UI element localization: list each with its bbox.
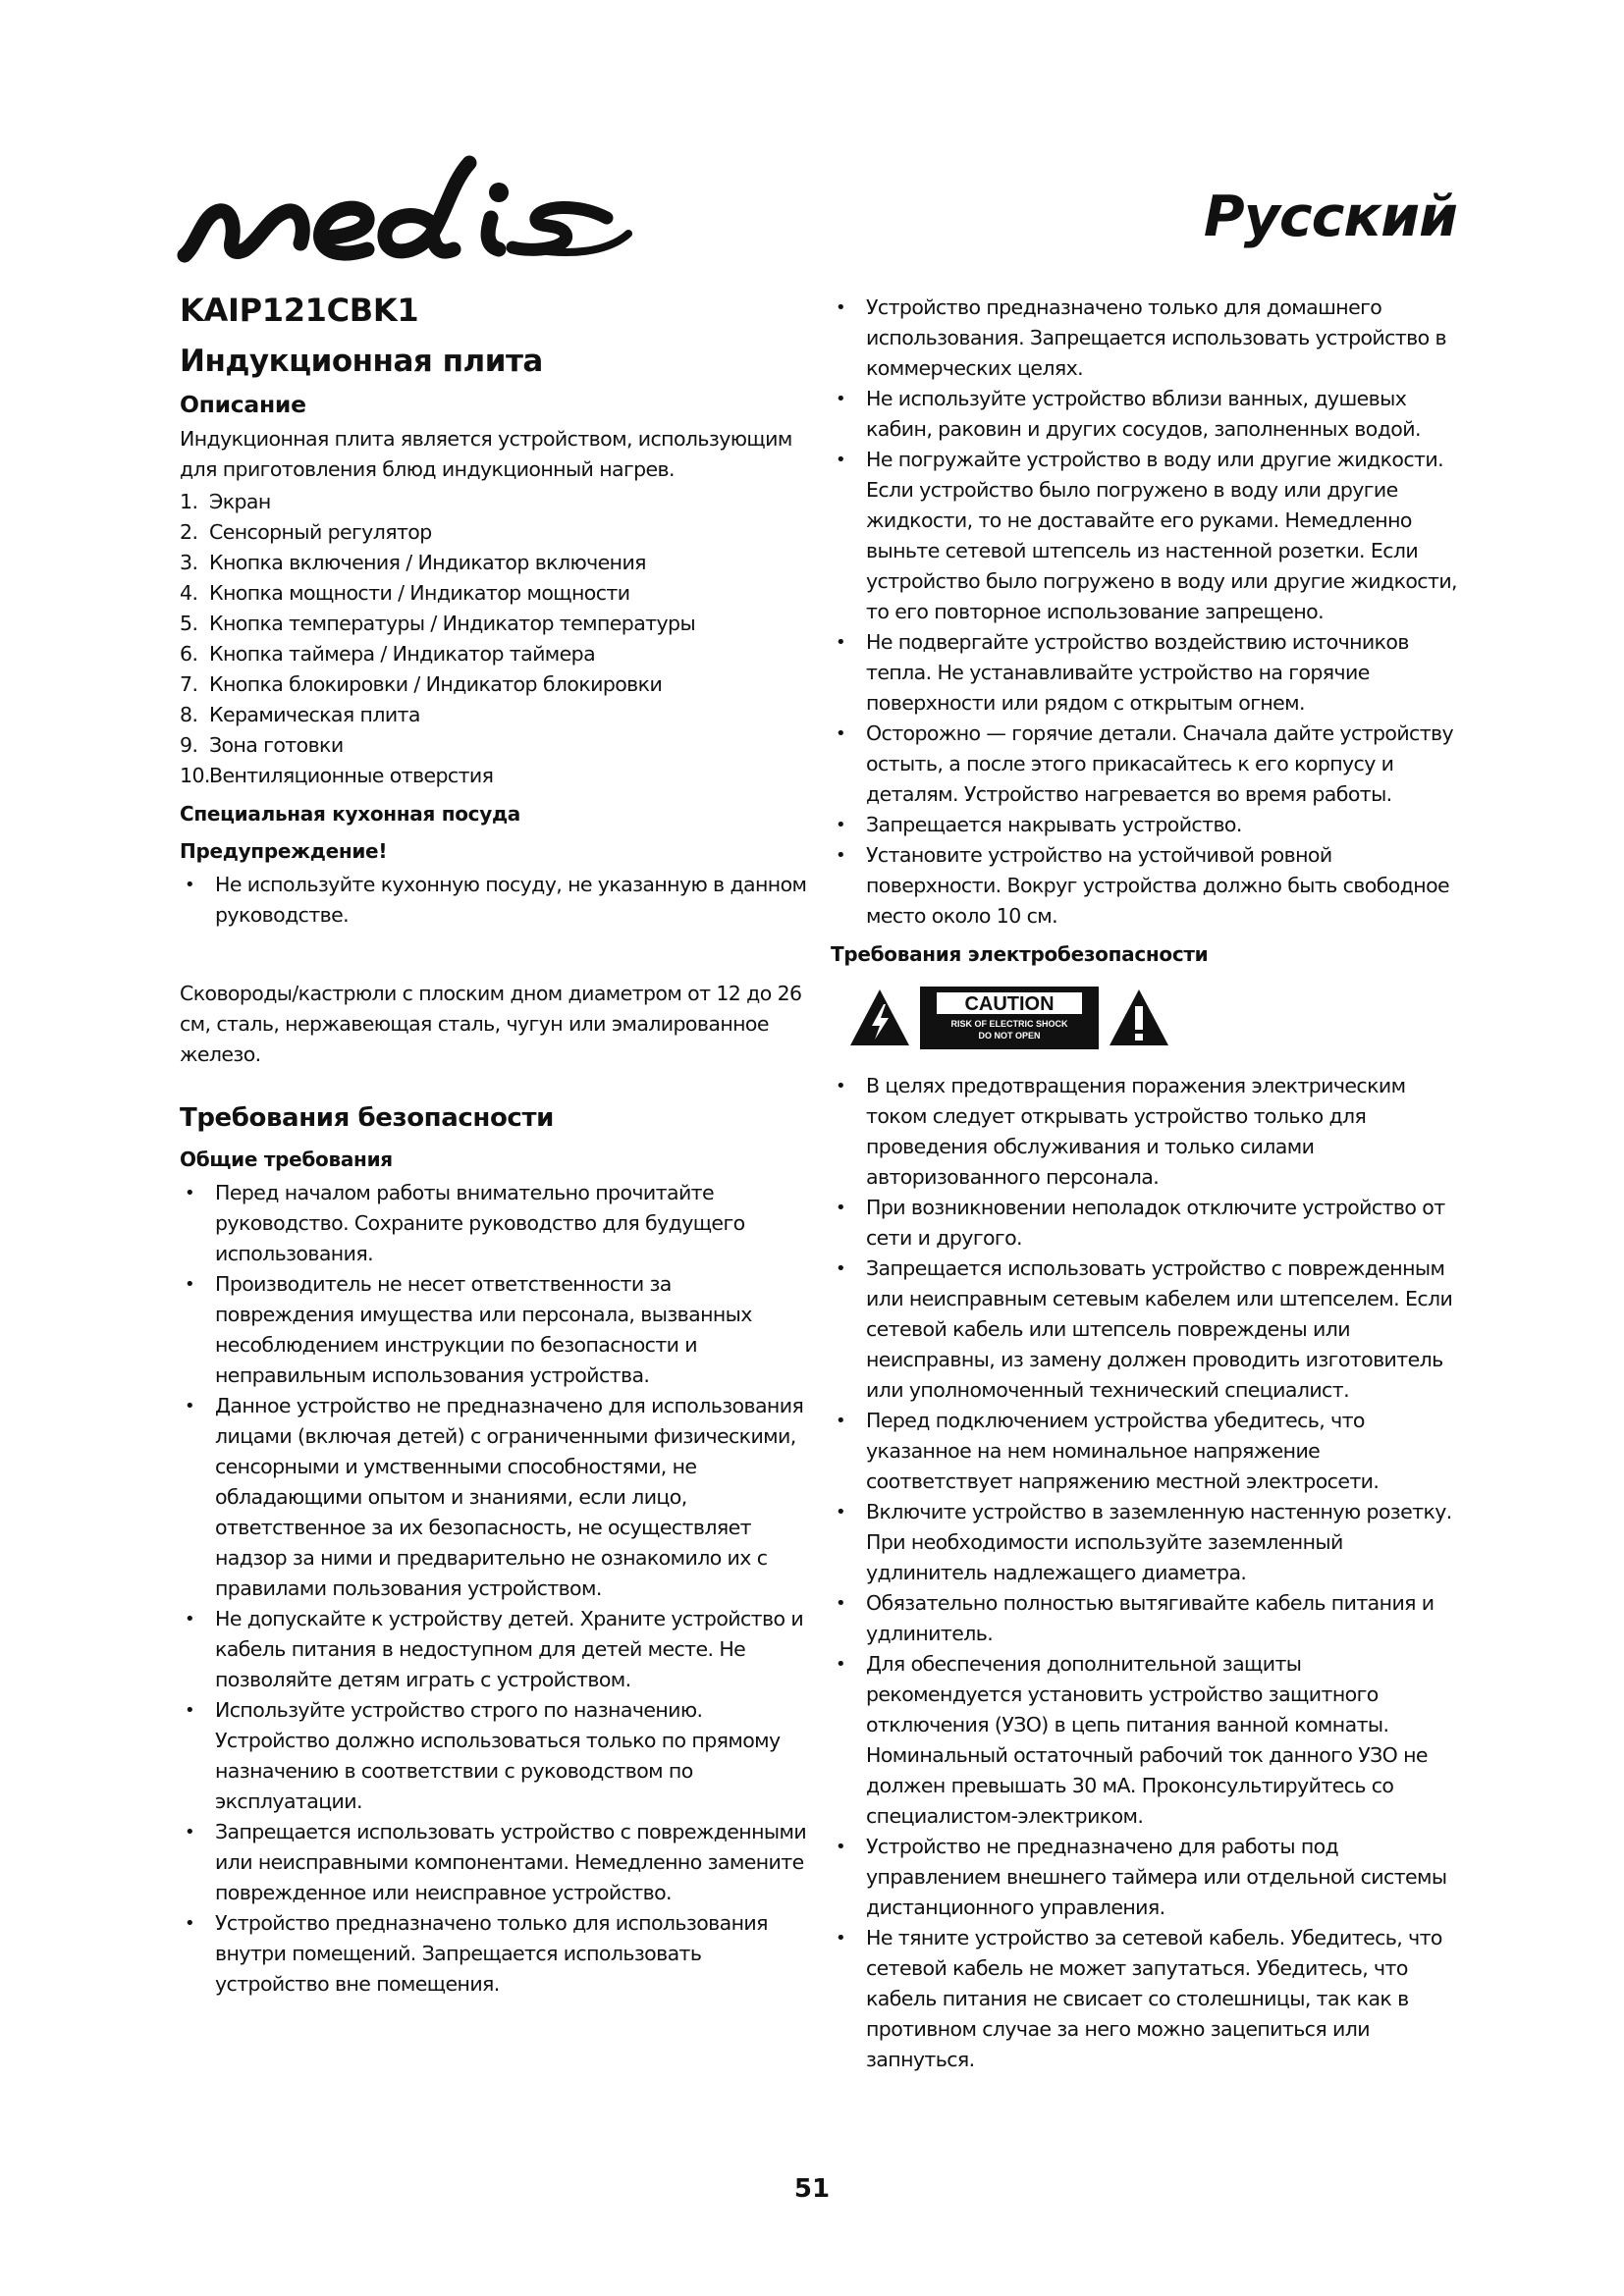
general-list bbox=[180, 1178, 808, 2000]
list-item: • Устройство не предназначено для работы под управлением внешнего таймера или отдельной системы дистанционного управления. bbox=[831, 1832, 1459, 1923]
right-column bbox=[831, 293, 1459, 2075]
list-item: • Перед подключением устройства убедитесь, что указанное на нем номинальное напряжение соответствует напряжению местной электросети. bbox=[831, 1406, 1459, 1497]
list-item: 9. Зона готовки bbox=[180, 733, 344, 757]
nedis-logo bbox=[175, 147, 636, 270]
list-item: • Обязательно полностью вытягивайте кабель питания и удлинитель. bbox=[831, 1588, 1459, 1649]
list-item: • В целях предотвращения поражения электрическим током следует открывать устройство только для проведения обслуживания и только силами авторизованного персонала. bbox=[831, 1071, 1459, 1193]
list-item: • Запрещается использовать устройство с поврежденным или неисправным сетевым кабелем или штепселем. Если сетевой кабель или штепсель повреждены или неисправны, из замену должен проводить изготовитель или уполномоченный технический специалист. bbox=[831, 1254, 1459, 1406]
list-item: 2. Сенсорный регулятор bbox=[180, 520, 432, 544]
electrical-list bbox=[831, 1071, 1459, 2075]
caution-label bbox=[848, 979, 1459, 1057]
list-item: 3. Кнопка включения / Индикатор включения bbox=[180, 551, 646, 574]
product-title: Индукционная плита bbox=[180, 344, 543, 379]
list-item: • Запрещается накрывать устройство. bbox=[831, 810, 1459, 840]
list-item: • Не погружайте устройство в воду или другие жидкости. Если устройство было погружено в воду или другие жидкости, то не доставайте его руками. Немедленно выньте сетевой штепсель из настенной розетки. Если устройство было погружено в воду или другие жидкости, то его повторное использование запрещено. bbox=[831, 445, 1459, 627]
list-item: 1. Экран bbox=[180, 490, 271, 513]
general-list-continued bbox=[831, 293, 1459, 932]
lightning-warning-icon bbox=[848, 987, 911, 1049]
caution-box bbox=[919, 986, 1100, 1050]
list-item: • Не подвергайте устройство воздействию источников тепла. Не устанавливайте устройство на горячие поверхности или рядом с открытым огнем. bbox=[831, 627, 1459, 719]
cookware-text: Сковороды/кастрюли с плоским дном диаметром от 12 до 26 см, сталь, нержавеющая сталь, чугун или эмалированное железо. bbox=[180, 982, 802, 1066]
electrical-heading: Требования электробезопасности bbox=[831, 942, 1209, 966]
exclamation-warning-icon bbox=[1108, 987, 1170, 1049]
list-item: • Используйте устройство строго по назначению. Устройство должно использоваться только по прямому назначению в соответствии с руководством по эксплуатации. bbox=[180, 1695, 808, 1817]
parts-list bbox=[180, 487, 808, 791]
list-item: • Производитель не несет ответственности за повреждения имущества или персонала, вызванных несоблюдением инструкции по безопасности и неправильным использования устройства. bbox=[180, 1269, 808, 1391]
list-item: • Не используйте кухонную посуду, не указанную в данном руководстве. bbox=[180, 870, 808, 931]
safety-heading: Требования безопасности bbox=[180, 1103, 554, 1133]
list-item: • Не допускайте к устройству детей. Храните устройство и кабель питания в недоступном для детей месте. Не позволяйте детям играть с устройством. bbox=[180, 1604, 808, 1695]
list-item: • Для обеспечения дополнительной защиты рекомендуется установить устройство защитного отключения (УЗО) в цепь питания ванной комнаты. Номинальный остаточный рабочий ток данного УЗО не должен превышать 30 мА. Проконсультируйтесь со специалистом-электриком. bbox=[831, 1649, 1459, 1832]
list-item: • Устройство предназначено только для использования внутри помещений. Запрещается использовать устройство вне помещения. bbox=[180, 1908, 808, 2000]
language-label: Русский bbox=[1203, 185, 1457, 249]
list-item: • При возникновении неполадок отключите устройство от сети и другого. bbox=[831, 1193, 1459, 1254]
list-item: • Включите устройство в заземленную настенную розетку. При необходимости используйте заземленный удлинитель надлежащего диаметра. bbox=[831, 1497, 1459, 1588]
warning-list bbox=[180, 870, 808, 931]
list-item: • Перед началом работы внимательно прочитайте руководство. Сохраните руководство для будущего использования. bbox=[180, 1178, 808, 1269]
list-item: 6. Кнопка таймера / Индикатор таймера bbox=[180, 642, 596, 666]
left-column bbox=[180, 287, 808, 2000]
list-item: • Не тяните устройство за сетевой кабель. Убедитесь, что сетевой кабель не может запутаться. Убедитесь, что кабель питания не свисает со столешницы, так как в противном случае за него можно зацепиться или запнуться. bbox=[831, 1923, 1459, 2075]
page-number: 51 bbox=[793, 2174, 831, 2204]
list-item: • Установите устройство на устойчивой ровной поверхности. Вокруг устройства должно быть свободное место около 10 см. bbox=[831, 840, 1459, 932]
model-number: KAIP121CBK1 bbox=[180, 292, 419, 329]
cookware-heading: Специальная кухонная посуда bbox=[180, 802, 520, 826]
caution-subtitle-1: RISK OF ELECTRIC SHOCK bbox=[950, 1019, 1068, 1029]
list-item: • Устройство предназначено только для домашнего использования. Запрещается использовать устройство в коммерческих целях. bbox=[831, 293, 1459, 384]
list-item: • Запрещается использовать устройство с поврежденными или неисправными компонентами. Немедленно замените поврежденное или неисправное устройство. bbox=[180, 1817, 808, 1908]
list-item: 5. Кнопка температуры / Индикатор температуры bbox=[180, 612, 696, 635]
description-intro: Индукционная плита является устройством, использующим для приготовления блюд индукционный нагрев. bbox=[180, 427, 792, 481]
general-heading: Общие требования bbox=[180, 1148, 393, 1171]
list-item: 8. Керамическая плита bbox=[180, 703, 420, 726]
caution-subtitle-2: DO NOT OPEN bbox=[978, 1031, 1041, 1041]
list-item: 10. Вентиляционные отверстия bbox=[180, 764, 494, 787]
list-item: 7. Кнопка блокировки / Индикатор блокировки bbox=[180, 672, 663, 696]
list-item: 4. Кнопка мощности / Индикатор мощности bbox=[180, 581, 630, 605]
caution-title: CAUTION bbox=[964, 993, 1055, 1015]
warning-heading: Предупреждение! bbox=[180, 839, 388, 863]
list-item: • Осторожно — горячие детали. Сначала дайте устройству остыть, а после этого прикасайтесь к его корпусу и деталям. Устройство нагревается во время работы. bbox=[831, 719, 1459, 810]
list-item: • Не используйте устройство вблизи ванных, душевых кабин, раковин и других сосудов, заполненных водой. bbox=[831, 384, 1459, 445]
list-item: • Данное устройство не предназначено для использования лицами (включая детей) с ограниченными физическими, сенсорными и умственными способностями, не обладающими опытом и знаниями, если лицо, ответственное за их безопасность, не осуществляет надзор за ними и предварительно не ознакомило их с правилами пользования устройством. bbox=[180, 1391, 808, 1604]
description-heading: Описание bbox=[180, 391, 306, 418]
